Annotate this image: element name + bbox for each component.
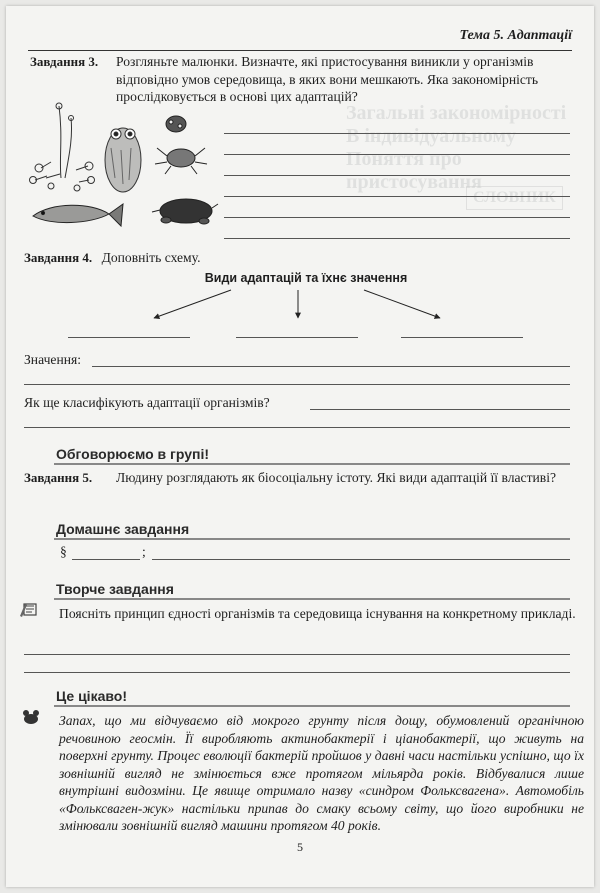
mole-icon [152, 199, 218, 224]
scheme-answer-line-2[interactable] [236, 337, 358, 338]
task5-text: Людину розглядають як біосоціальну істоту. Які види адаптацій її властиві? [116, 470, 557, 485]
section-divider [54, 705, 570, 707]
task3-label: Завдання 3. [30, 54, 99, 69]
bleed-through: Загальні закономірності В індивідуальному Поняття про пристосування [346, 102, 567, 193]
page-header [28, 20, 572, 51]
task3-text: Розгляньте малюнки. Визначте, які пристосування виникли у організмів відповідно умов середовища, в яких вони мешкають. Яка закономірність прослідковується в основі цих адаптацій? [116, 54, 539, 104]
meaning-label: Значення: [24, 352, 82, 367]
task5-label: Завдання 5. [24, 470, 93, 485]
homework-paragraph-line[interactable] [72, 559, 140, 560]
answer-line[interactable] [224, 196, 570, 197]
answer-line[interactable] [24, 672, 570, 673]
organisms-illustration [21, 98, 221, 238]
answer-line[interactable] [24, 427, 570, 428]
answer-line[interactable] [24, 384, 570, 385]
scheme-arrows [136, 288, 456, 324]
task4-block [24, 249, 584, 267]
scheme-answer-line-3[interactable] [401, 337, 523, 338]
page-number: 5 [297, 840, 303, 854]
section-divider [54, 598, 570, 600]
owl-icon [105, 128, 141, 192]
homework-answer-line[interactable] [152, 559, 570, 560]
crab-icon [155, 148, 207, 174]
creative-text: Поясніть принцип єдності організмів та середовища існування на конкретному прикладі. [59, 606, 576, 621]
creative-title: Творче завдання [56, 581, 174, 597]
bleed-through-box: СЛОВНИК [466, 186, 563, 210]
answer-line[interactable] [224, 154, 570, 155]
paragraph-mark: § [60, 544, 67, 559]
task4-label: Завдання 4. [24, 250, 93, 265]
textbook-page [6, 6, 594, 887]
homework-title: Домашнє завдання [56, 521, 190, 537]
plant-icon [30, 103, 95, 191]
discuss-title: Обговорюємо в групі! [56, 446, 210, 462]
interesting-title: Це цікаво! [56, 688, 127, 704]
header-title: Тема 5. Адаптації [459, 28, 572, 43]
answer-line[interactable] [224, 133, 570, 134]
interesting-text: Запах, що ми відчуваємо від мокрого грунту після дощу, обумовлений органічною речовиною геосмін. Її виробляють актинобактерії і ціанобактерії, що живуть на поверхні грунту. Процес еволюції бактерій пройшов у давні часи настільки успішно, що їх зовнішній вигляд не змінюється вже протягом мільярда років. Відбувалися лише внутрішні видозміни. Це явище отримало назву «синдром Фольксвагена». Автомобіль «Фольксваген-жук» настільки припав до смаку всьому світу, що його виробники не змінювали зовнішній вигляд машини протягом 40 років. [59, 713, 584, 833]
pencil-icon [18, 600, 40, 620]
answer-line[interactable] [224, 217, 570, 218]
meaning-answer-line[interactable] [92, 366, 570, 367]
task4-text: Доповніть схему. [101, 250, 201, 265]
classification-question: Як ще класифікують адаптації організмів? [24, 395, 270, 410]
classification-answer-line[interactable] [310, 409, 570, 410]
ladybug-icon [166, 116, 186, 132]
scheme-answer-line-1[interactable] [68, 337, 190, 338]
bug-icon [20, 708, 42, 726]
section-divider [54, 538, 570, 540]
answer-line[interactable] [224, 175, 570, 176]
section-divider [54, 463, 570, 465]
fish-icon [33, 204, 123, 226]
homework-separator: ; [142, 544, 146, 559]
scheme-title: Види адаптацій та їхнє значення [204, 271, 408, 285]
answer-line[interactable] [224, 238, 570, 239]
answer-line[interactable] [24, 654, 570, 655]
